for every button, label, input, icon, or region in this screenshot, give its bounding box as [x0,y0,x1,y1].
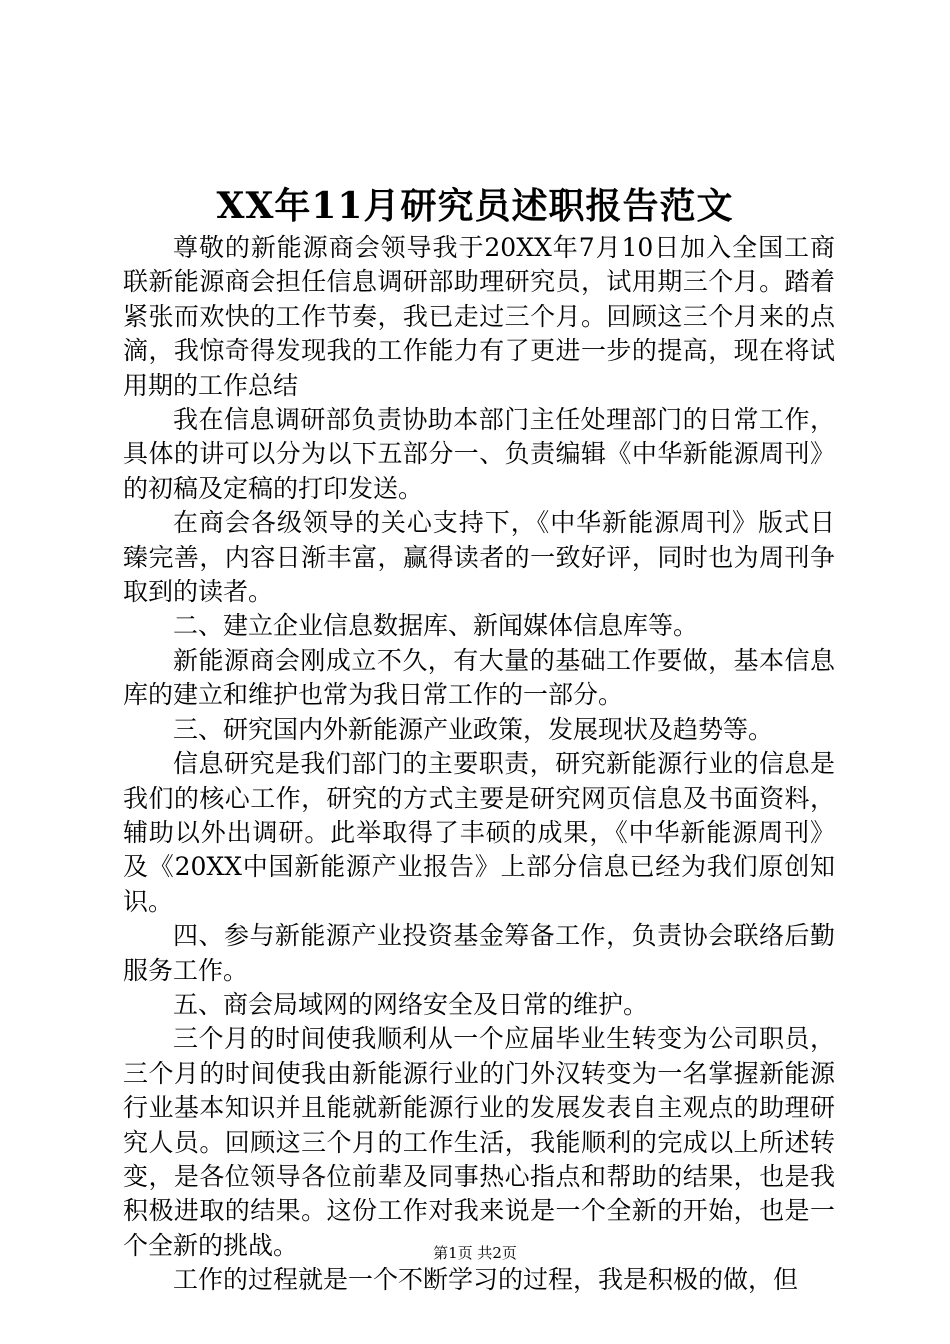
paragraph: 尊敬的新能源商会领导我于20XX年7月10日加入全国工商联新能源商会担任信息调研部助理研究员，试用期三个月。踏着紧张而欢快的工作节奏，我已走过三个月。回顾这三个月来的点滴，我惊奇得发现我的工作能力有了更进一步的提高，现在将试用期的工作总结 [123,233,835,400]
paragraph: 新能源商会刚成立不久，有大量的基础工作要做，基本信息库的建立和维护也常为我日常工作的一部分。 [123,645,835,710]
paragraph: 二、建立企业信息数据库、新闻媒体信息库等。 [173,611,699,641]
paragraph: 四、参与新能源产业投资基金筹备工作，负责协会联络后勤服务工作。 [123,921,835,985]
document-body [123,231,835,1298]
paragraph: 五、商会局域网的网络安全及日常的维护。 [173,989,649,1019]
document-title: XX年11月研究员述职报告范文 [216,185,734,227]
paragraph: 我在信息调研部负责协助本部门主任处理部门的日常工作，具体的讲可以分为以下五部分一、负责编辑《中华新能源周刊》的初稿及定稿的打印发送。 [123,405,835,503]
paragraph: 三个月的时间使我顺利从一个应届毕业生转变为公司职员，三个月的时间使我由新能源行业的门外汉转变为一名掌握新能源行业基本知识并且能就新能源行业的发展发表自主观点的助理研究人员。回顾这三个月的工作生活，我能顺利的完成以上所述转变，是各位领导各位前辈及同事热心指点和帮助的结果，也是我积极进取的结果。这份工作对我来说是一个全新的开始，也是一个全新的挑战。 [123,1024,835,1260]
paragraph: 信息研究是我们部门的主要职责，研究新能源行业的信息是我们的核心工作，研究的方式主要是研究网页信息及书面资料，辅助以外出调研。此举取得了丰硕的成果，《中华新能源周刊》及《20XX中国新能源产业报告》上部分信息已经为我们原创知识。 [123,749,835,916]
paragraph: 工作的过程就是一个不断学习的过程，我是积极的做，但 [173,1265,799,1295]
page-number-footer: 第1页 共2页 [433,1244,517,1262]
paragraph: 三、研究国内外新能源产业政策，发展现状及趋势等。 [173,714,774,744]
paragraph: 在商会各级领导的关心支持下，《中华新能源周刊》版式日臻完善，内容日渐丰富，赢得读者的一致好评，同时也为周刊争取到的读者。 [123,508,835,607]
